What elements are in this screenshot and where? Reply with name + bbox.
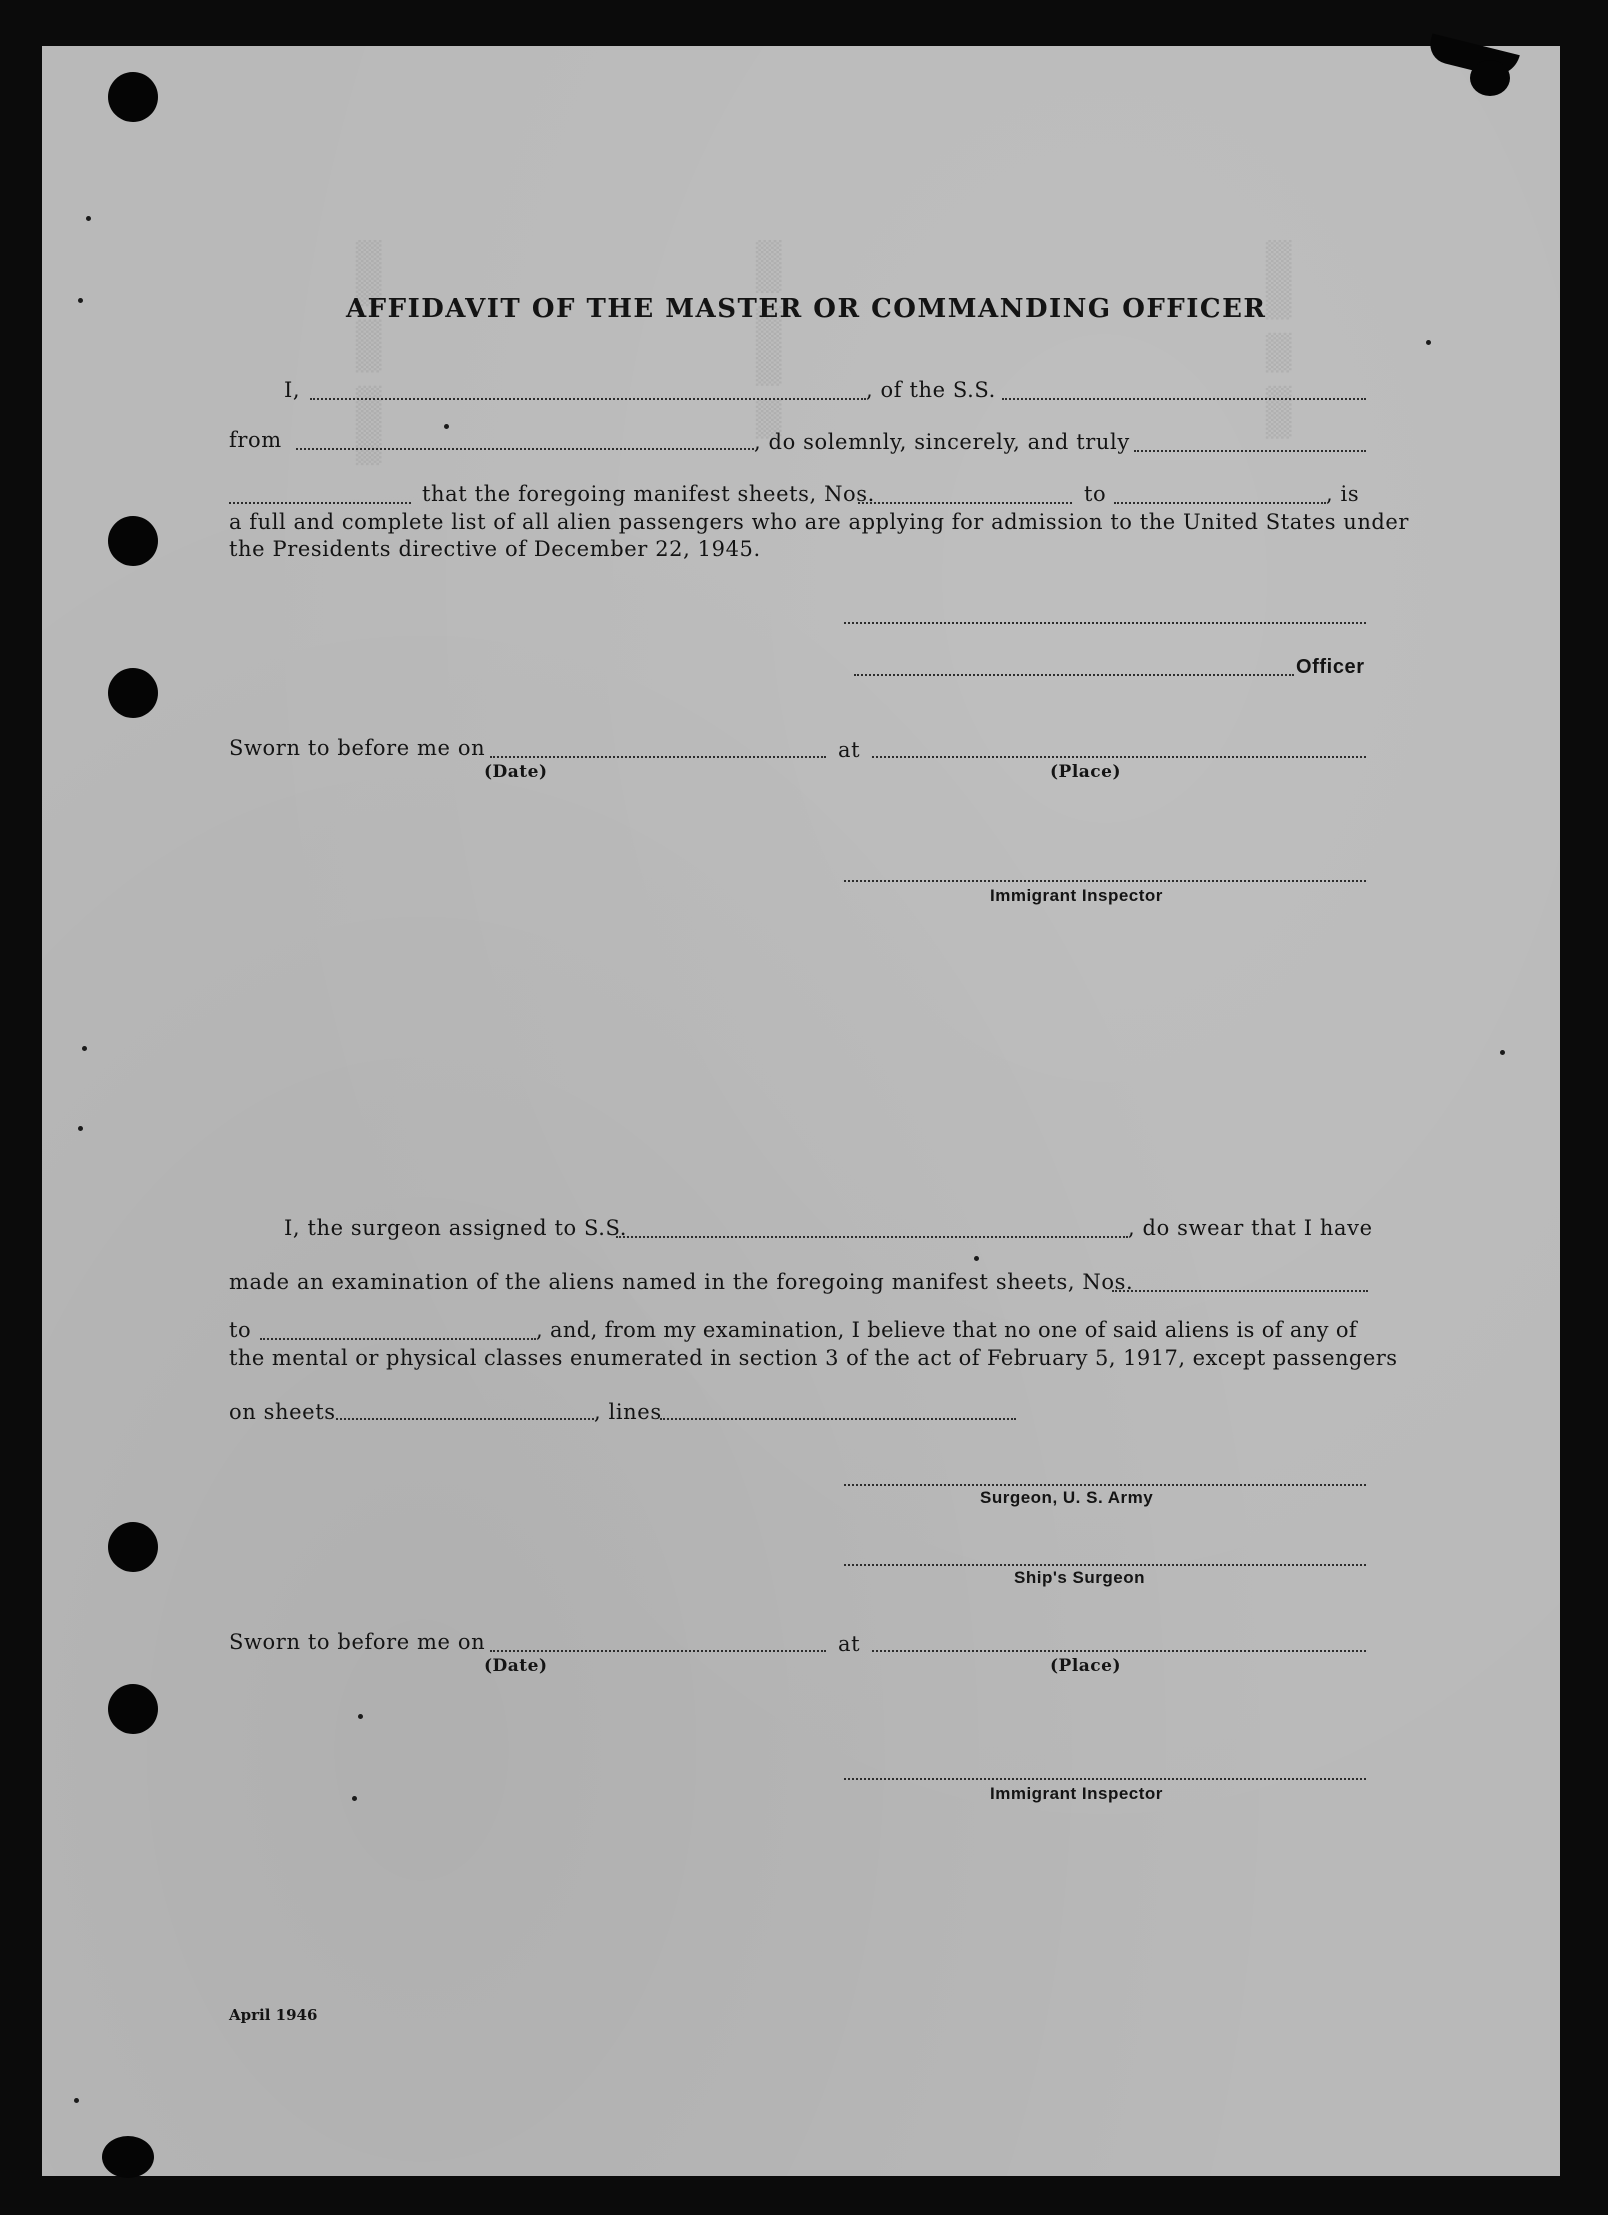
- classes-line: the mental or physical classes enumerated in section 3 of the act of February 5, 1917, except passengers: [229, 1346, 1398, 1370]
- affidavit-body-line: the Presidents directive of December 22, 1945.: [229, 537, 761, 561]
- officer-label: Officer: [1296, 656, 1365, 678]
- ship-name-field[interactable]: [1002, 398, 1366, 400]
- lines-label: , lines: [594, 1400, 662, 1424]
- oath-type-field[interactable]: [1134, 450, 1366, 452]
- inspector-caption: Immigrant Inspector: [990, 886, 1163, 905]
- except-sheets-field[interactable]: [336, 1418, 594, 1420]
- surgeon-at-label: at: [838, 1632, 861, 1656]
- on-sheets-label: on sheets: [229, 1400, 336, 1424]
- of-ss-label: , of the S.S.: [866, 378, 996, 402]
- belief-label: , and, from my examination, I believe that no one of said aliens is of any of: [536, 1318, 1357, 1342]
- paper-speck: [1426, 340, 1431, 345]
- manifest-sheets-label: that the foregoing manifest sheets, Nos.: [422, 482, 875, 506]
- punch-hole: [108, 72, 158, 122]
- sheet-from-field[interactable]: [858, 502, 1072, 504]
- punch-hole: [108, 1522, 158, 1572]
- paper-speck: [444, 424, 449, 429]
- surgeon-inspector-signature-field[interactable]: [844, 1778, 1366, 1780]
- surgeon-sworn-place-field[interactable]: [872, 1650, 1366, 1652]
- paper-speck: [1500, 1050, 1505, 1055]
- paper-speck: [82, 1046, 87, 1051]
- torn-corner: [1470, 60, 1510, 96]
- sworn-place-field[interactable]: [872, 756, 1366, 758]
- surgeon-assigned-label: I, the surgeon assigned to S.S.: [284, 1216, 628, 1240]
- form-sheet: [42, 46, 1560, 2176]
- bleed-through-texture: ▒▒▒▒ ▒▒▒▒▒▒ ▒▒▒: [755, 240, 780, 439]
- date-caption: (Date): [484, 762, 548, 782]
- from-port-field[interactable]: [296, 448, 754, 450]
- paper-speck: [86, 216, 91, 221]
- surgeon-date-caption: (Date): [484, 1656, 548, 1676]
- sheet-to-field[interactable]: [1114, 502, 1326, 504]
- punch-hole: [102, 2136, 154, 2178]
- army-surgeon-caption: Surgeon, U. S. Army: [980, 1488, 1154, 1507]
- surgeon-sworn-date-field[interactable]: [490, 1650, 826, 1652]
- sheet-to-label: to: [1084, 482, 1107, 506]
- inspector-signature-field[interactable]: [844, 880, 1366, 882]
- exam-sheet-to-field[interactable]: [260, 1338, 536, 1340]
- surgeon-sworn-label: Sworn to before me on: [229, 1630, 486, 1654]
- at-label: at: [838, 738, 861, 762]
- master-signature-field[interactable]: [844, 622, 1366, 624]
- officer-signature-field[interactable]: [854, 674, 1294, 676]
- form-revision-date: April 1946: [229, 2006, 318, 2024]
- ships-surgeon-signature-field[interactable]: [844, 1564, 1366, 1566]
- affidavit-title: AFFIDAVIT OF THE MASTER OR COMMANDING OFFICER: [346, 294, 1267, 324]
- paper-speck: [78, 298, 83, 303]
- swear-label: , do swear that I have: [1128, 1216, 1373, 1240]
- exam-sheet-from-field[interactable]: [1112, 1290, 1368, 1292]
- paper-speck: [358, 1714, 363, 1719]
- is-label: , is: [1326, 482, 1360, 506]
- bleed-through-texture: ▒▒▒▒▒▒ ▒▒▒ ▒▒▒▒: [1265, 240, 1290, 439]
- paper-speck: [78, 1126, 83, 1131]
- army-surgeon-signature-field[interactable]: [844, 1484, 1366, 1486]
- from-label: from: [229, 428, 282, 452]
- sworn-date-field[interactable]: [490, 756, 826, 758]
- surgeon-place-caption: (Place): [1050, 1656, 1122, 1676]
- punch-hole: [108, 668, 158, 718]
- punch-hole: [108, 516, 158, 566]
- solemnly-label: , do solemnly, sincerely, and truly: [754, 430, 1130, 454]
- surgeon-inspector-caption: Immigrant Inspector: [990, 1784, 1163, 1803]
- paper-speck: [74, 2098, 79, 2103]
- ships-surgeon-caption: Ship's Surgeon: [1014, 1568, 1145, 1587]
- examination-label: made an examination of the aliens named in the foregoing manifest sheets, Nos.: [229, 1270, 1134, 1294]
- punch-hole: [108, 1684, 158, 1734]
- oath-verb-field[interactable]: [229, 502, 411, 504]
- except-lines-field[interactable]: [660, 1418, 1016, 1420]
- surgeon-ship-field[interactable]: [616, 1236, 1128, 1238]
- affiant-name-field[interactable]: [310, 398, 866, 400]
- paper-speck: [352, 1796, 357, 1801]
- paper-speck: [974, 1256, 979, 1261]
- bleed-through-texture: ▒▒▒▒▒ ▒▒▒▒ ▒▒▒▒▒▒: [355, 240, 380, 466]
- affiant-label: I,: [284, 378, 301, 402]
- place-caption: (Place): [1050, 762, 1122, 782]
- sworn-label: Sworn to before me on: [229, 736, 486, 760]
- exam-to-label: to: [229, 1318, 252, 1342]
- affidavit-body-line: a full and complete list of all alien passengers who are applying for admission to the United States under: [229, 510, 1409, 534]
